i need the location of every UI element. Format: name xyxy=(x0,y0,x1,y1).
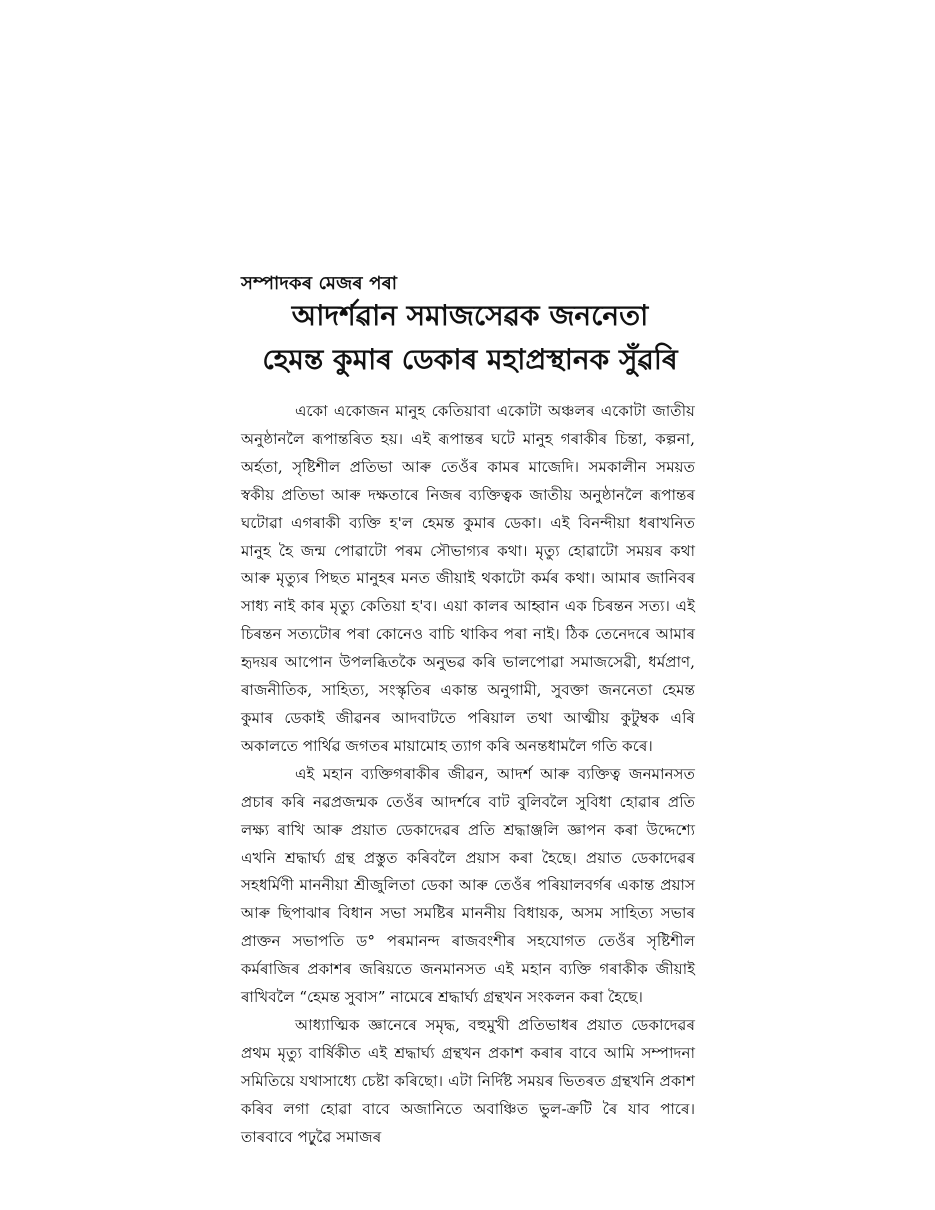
body-paragraph-3: আধ্যাত্মিক জ্ঞানেৰে সমৃদ্ধ, বহুমুখী প্ৰতিভাধৰ প্ৰয়াত ডেকাদেৱৰ প্ৰথম মৃত্যু বাৰ্ষিকীত এই শ্ৰদ্ধাৰ্ঘ্য গ্ৰন্থখন প্ৰকাশ কৰাৰ বাবে আমি সম্পাদনা সমিতিয়ে যথাসাধ্যে চেষ্টা কৰিছো। এটা নিৰ্দিষ্ট সময়ৰ ভিতৰত গ্ৰন্থখনি প্ৰকাশ কৰিব লগা হোৱা বাবে অজানিতে অবাঞ্চিত ভুল-ক্ৰটি ৰৈ যাব পাৰে। তাৰবাবে পঢ়ুৱৈ সমাজৰ xyxy=(241,1015,695,1146)
article-title-line-1: আদৰ্শৱান সমাজসেৱক জননেতা xyxy=(291,299,649,332)
body-paragraph-1: একো একোজন মানুহ কেতিয়াবা একোটা অঞ্চলৰ একোটা জাতীয় অনুষ্ঠানলৈ ৰূপান্তৰিত হয়। এই ৰূপান্তৰ ঘটে মানুহ গৰাকীৰ চিন্তা, কল্পনা, অৰ্হতা, সৃষ্টিশীল প্ৰতিভা আৰু তেওঁৰ কামৰ মাজেদি। সমকালীন সময়ত স্বকীয় প্ৰতিভা আৰু দক্ষতাৰে নিজৰ ব্যক্তিত্বক জাতীয় অনুষ্ঠানলৈ ৰূপান্তৰ ঘটোৱা এগৰাকী ব্যক্তি হ'ল হেমন্ত কুমাৰ ডেকা। এই বিনন্দীয়া ধৰাখনিত মানুহ হৈ জন্ম পোৱাটো পৰম সৌভাগ্যৰ কথা। মৃত্যু হোৱাটো সময়ৰ কথা আৰু মৃত্যুৰ পিছত মানুহৰ মনত জীয়াই থকাটো কৰ্মৰ কথা। আমাৰ জানিবৰ সাধ্য নাই কাৰ মৃত্যু কেতিয়া হ'ব। এয়া কালৰ আহ্বান এক চিৰন্তন সত্য। এই চিৰন্তন সত্যটোৰ পৰা কোনেও বাচি থাকিব পৰা নাই। ঠিক তেনেদৰে আমাৰ হৃদয়ৰ আপোন উপলব্ধিতকৈ অনুভৱ কৰি ভালপোৱা সমাজসেৱী, ধৰ্মপ্ৰাণ, ৰাজনীতিক, সাহিত্য, সংস্কৃতিৰ একান্ত অনুগামী, সুবক্তা জননেতা হেমন্ত কুমাৰ ডেকাই জীৱনৰ আদবাটতে পৰিয়াল তথা আত্মীয় কুটুম্বক এৰি অকালতে পাৰ্থিৱ জগতৰ মায়ামোহ ত্যাগ কৰি অনন্তধামলৈ গতি কৰে। xyxy=(241,402,695,755)
section-kicker: সম্পাদকৰ মেজৰ পৰা xyxy=(241,273,398,294)
article-body xyxy=(241,398,695,1151)
article-title-line-2: হেমন্ত কুমাৰ ডেকাৰ মহাপ্ৰস্থানক সুঁৱৰি xyxy=(262,343,678,376)
body-paragraph-2: এই মহান ব্যক্তিগৰাকীৰ জীৱন, আদৰ্শ আৰু ব্যক্তিত্ব জনমানসত প্ৰচাৰ কৰি নৱপ্ৰজন্মক তেওঁৰ আদৰ্শৰে বাট বুলিবলৈ সুবিধা হোৱাৰ প্ৰতি লক্ষ্য ৰাখি আৰু প্ৰয়াত ডেকাদেৱৰ প্ৰতি শ্ৰদ্ধাঞ্জলি জ্ঞাপন কৰা উদ্দেশ্যে এখনি শ্ৰদ্ধাৰ্ঘ্য গ্ৰন্থ প্ৰস্তুত কৰিবলৈ প্ৰয়াস কৰা হৈছে। প্ৰয়াত ডেকাদেৱৰ সহধৰ্মিণী মাননীয়া শ্ৰীজুলিতা ডেকা আৰু তেওঁৰ পৰিয়ালবৰ্গৰ একান্ত প্ৰয়াস আৰু ছিপাঝাৰ বিধান সভা সমষ্টিৰ মাননীয় বিধায়ক, অসম সাহিত্য সভাৰ প্ৰাক্তন সভাপতি ড° পৰমানন্দ ৰাজবংশীৰ সহযোগত তেওঁৰ সৃষ্টিশীল কৰ্মৰাজিৰ প্ৰকাশৰ জৰিয়তে জনমানসত এই মহান ব্যক্তি গৰাকীক জীয়াই ৰাখিবলৈ “হেমন্ত সুবাস” নামেৰে শ্ৰদ্ধাৰ্ঘ্য গ্ৰন্থখন সংকলন কৰা হৈছে। xyxy=(241,764,695,1007)
